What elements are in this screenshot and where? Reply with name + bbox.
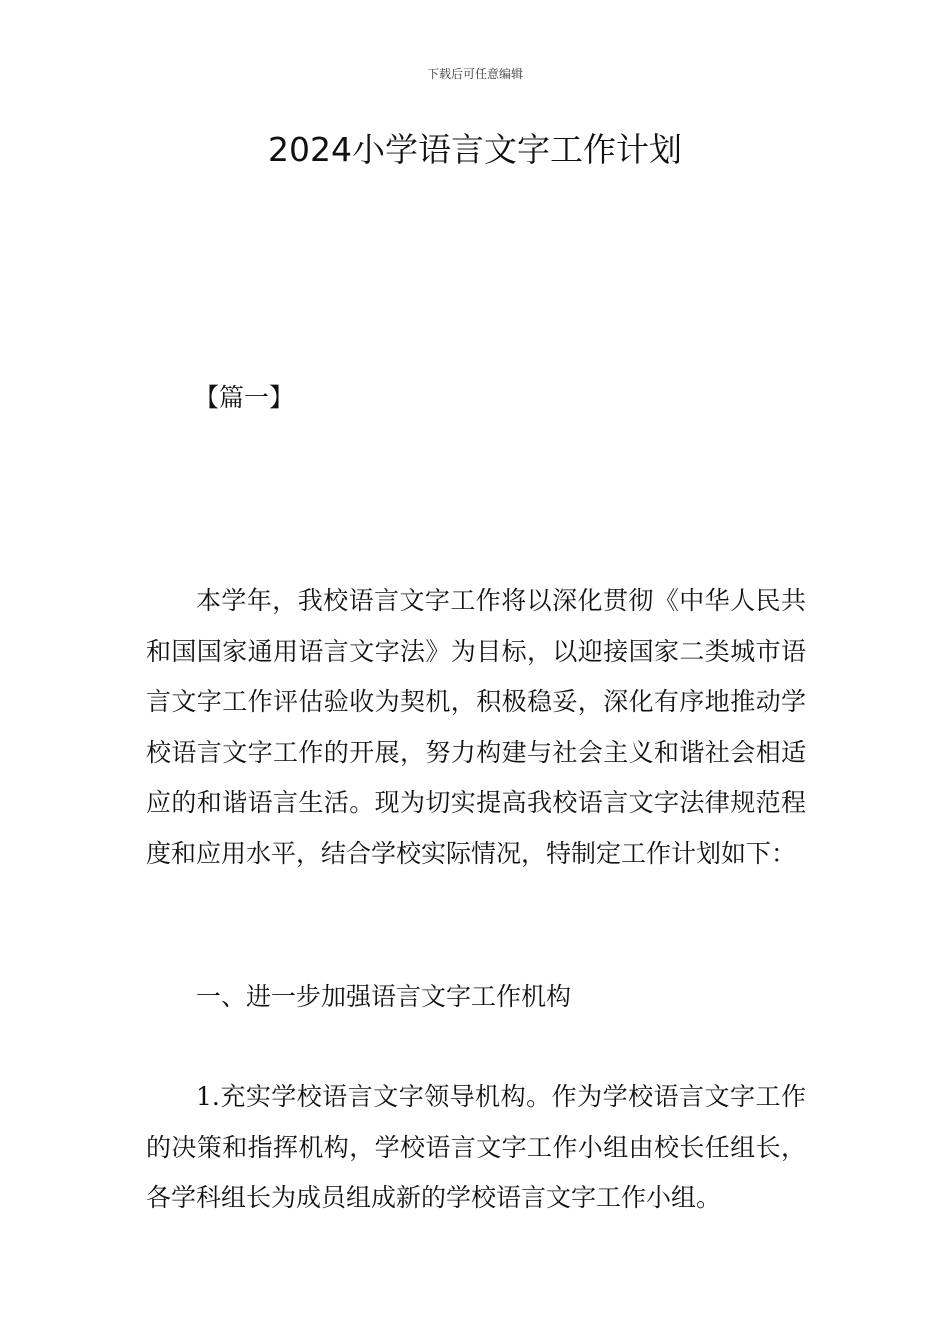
document-title: 2024小学语言文字工作计划 [268,130,682,169]
list-item-1: 1.充实学校语言文字领导机构。作为学校语言文字工作的决策和指挥机构，学校语言文字工作小组由校长任组长，各学科组长为成员组成新的学校语言文字工作小组。 [146,1082,806,1212]
header-note: 下载后可任意编辑 [426,67,523,81]
section-tag: 【篇一】 [194,383,295,412]
section-heading-1: 一、进一步加强语言文字工作机构 [196,982,572,1011]
intro-paragraph: 本学年，我校语言文字工作将以深化贯彻《中华人民共和国国家通用语言文字法》为目标，以迎接国家二类城市语言文字工作评估验收为契机，积极稳妥，深化有序地推动学校语言文字工作的开展，努力构建与社会主义和谐社会相适应的和谐语言生活。现为切实提高我校语言文字法律规范程度和应用水平，结合学校实际情况，特制定工作计划如下： [146,586,806,868]
